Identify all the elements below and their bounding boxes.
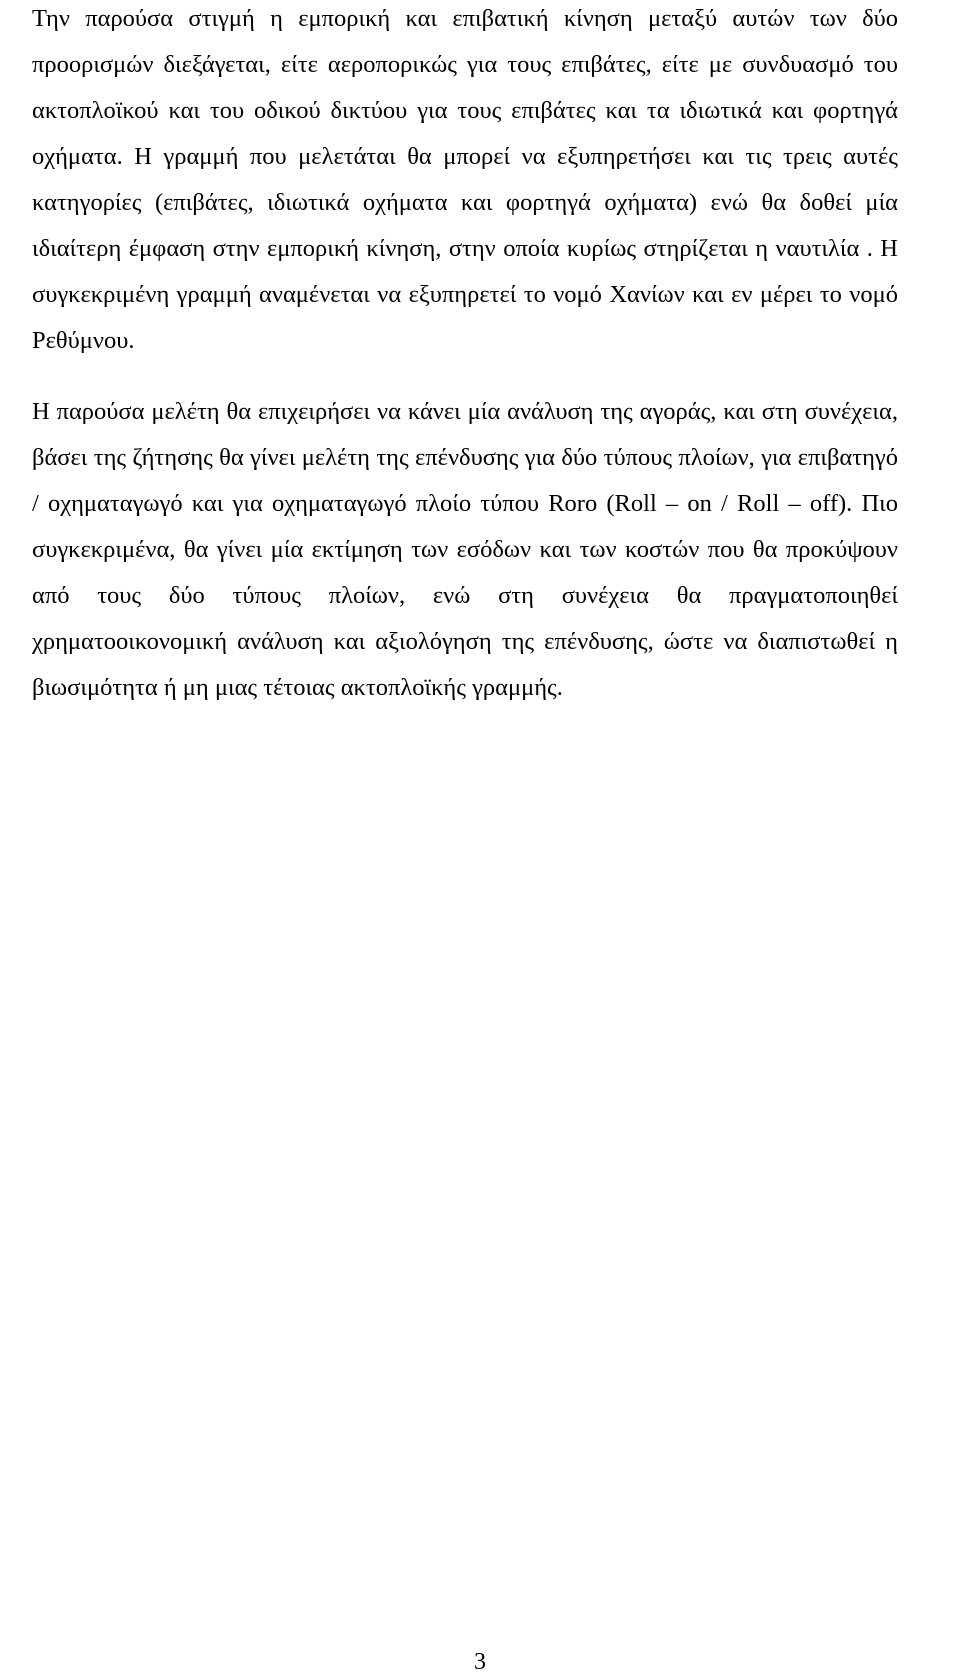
paragraph-2: Η παρούσα μελέτη θα επιχειρήσει να κάνει μία ανάλυση της αγοράς, και στη συνέχεια, βάσει της ζήτησης θα γίνει μελέτη της επένδυσης για δύο τύπους πλοίων, για επιβατηγό / οχηματαγωγό και για οχηματαγωγό πλοίο τύπου Roro (Roll – on / Roll – off). Πιο συγκεκριμένα, θα γίνει μία εκτίμηση των εσόδων και των κοστών που θα προκύψουν από τους δύο τύπους πλοίων, ενώ στη συνέχεια θα πραγματοποιηθεί χρηματοοικονομική ανάλυση και αξιολόγηση της επένδυσης, ώστε να διαπιστωθεί η βιωσιμότητα ή μη μιας τέτοιας ακτοπλοϊκής γραμμής.	[32, 398, 898, 701]
page-number: 3	[474, 1649, 486, 1675]
paragraph-1: Την παρούσα στιγμή η εμπορική και επιβατική κίνηση μεταξύ αυτών των δύο προορισμών διεξάγεται, είτε αεροπορικώς για τους επιβάτες, είτε με συνδυασμό του ακτοπλοϊκού και του οδικού δικτύου για τους επιβάτες και τα ιδιωτικά και φορτηγά οχήματα. Η γραμμή που μελετάται θα μπορεί να εξυπηρετήσει και τις τρεις αυτές κατηγορίες (επιβάτες, ιδιωτικά οχήματα και φορτηγά οχήματα) ενώ θα δοθεί μία ιδιαίτερη έμφαση στην εμπορική κίνηση, στην οποία κυρίως στηρίζεται η ναυτιλία . Η συγκεκριμένη γραμμή αναμένεται να εξυπηρετεί το νομό Χανίων και εν μέρει το νομό Ρεθύμνου.	[32, 5, 898, 354]
